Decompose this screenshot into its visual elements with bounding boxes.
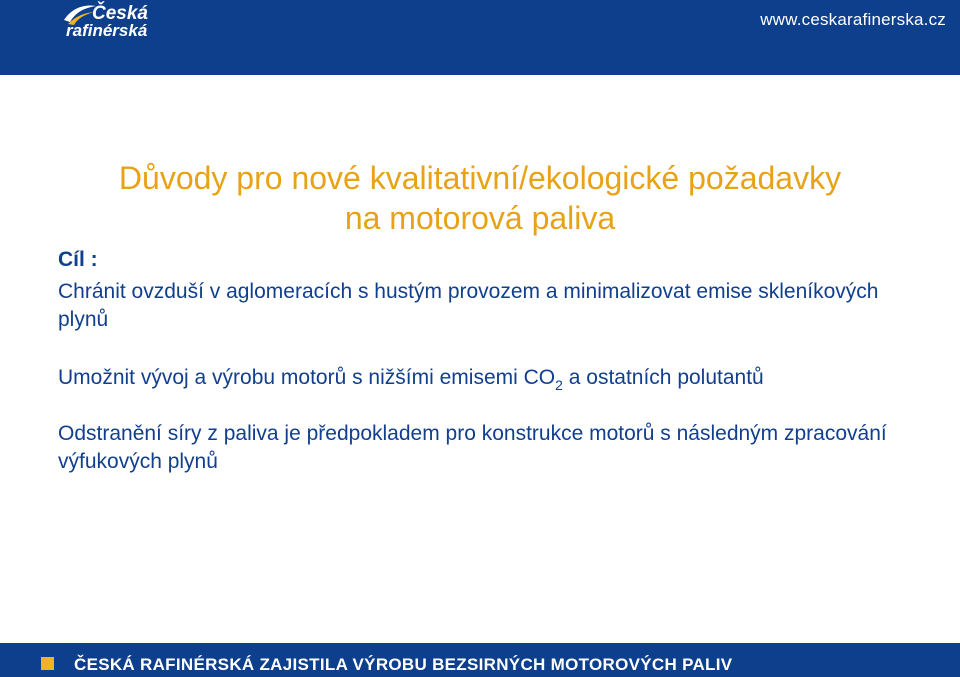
goal-label: Cíl : — [58, 248, 98, 271]
company-logo[interactable] — [62, 2, 182, 42]
slide-title-line2: na motorová paliva — [344, 200, 616, 236]
co2-subscript: 2 — [555, 377, 563, 393]
footer-bullet-icon — [41, 657, 54, 670]
website-url[interactable]: www.ceskarafinerska.cz — [760, 10, 946, 29]
goal-text: Chránit ovzduší v aglomeracích s hustým provozem a minimalizovat emise skleníkových plynů — [58, 280, 879, 331]
logo-text-line1: Česká — [92, 3, 148, 24]
slide-title-line1: Důvody pro nové kvalitativní/ekologické požadavky — [118, 160, 842, 196]
paragraph-emissions — [58, 364, 938, 392]
paragraph-sulfur: Odstranění síry z paliva je předpokladem pro konstrukce motorů s následným zpracování výfukových plynů — [58, 422, 887, 473]
paragraph-emissions-end: a ostatních polutantů — [562, 366, 764, 389]
paragraph-emissions-start: Umožnit vývoj a výrobu motorů s nižšími emisemi CO — [58, 366, 556, 389]
footer-bar — [0, 643, 960, 677]
footer-text: ČESKÁ RAFINÉRSKÁ ZAJISTILA VÝROBU BEZSIRNÝCH MOTOROVÝCH PALIV — [74, 655, 733, 674]
logo-text-line2: rafinérská — [66, 21, 148, 40]
slide-title — [40, 158, 920, 238]
header-bar — [0, 0, 960, 75]
